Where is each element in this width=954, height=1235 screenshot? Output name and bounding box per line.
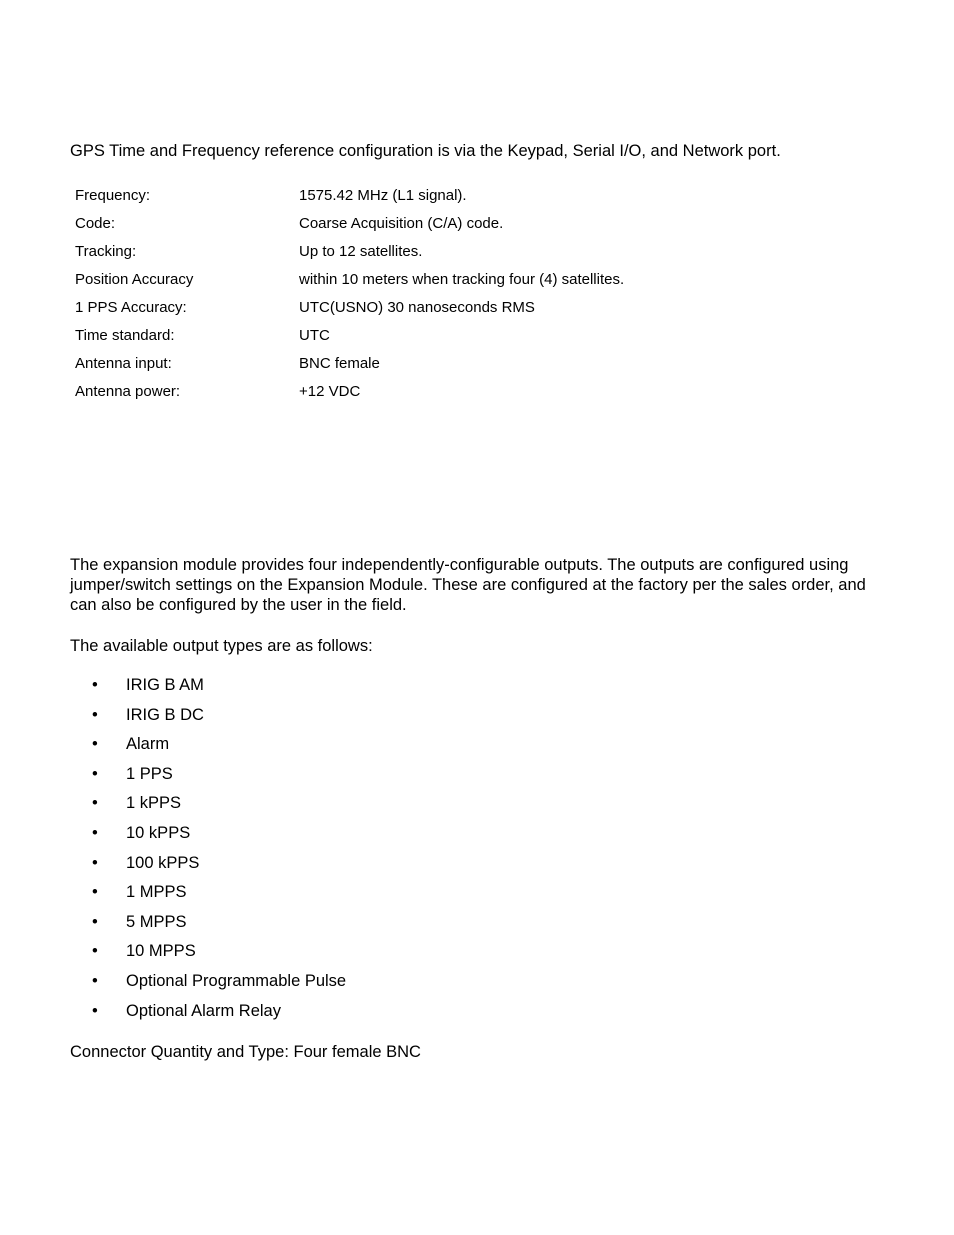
spec-label: Tracking: — [75, 242, 137, 260]
bullet-icon: • — [92, 853, 98, 872]
spec-row-position-accuracy — [75, 265, 775, 293]
bullet-icon: • — [92, 971, 98, 990]
spec-value: Coarse Acquisition (C/A) code. — [299, 214, 504, 232]
spec-value: UTC — [299, 326, 330, 344]
list-item-text: 1 MPPS — [126, 883, 187, 902]
output-types-list — [0, 671, 600, 1026]
spec-row-time-standard — [75, 321, 775, 349]
spec-value: BNC female — [299, 354, 380, 372]
gps-spec-table — [75, 181, 775, 405]
spec-label: Antenna input: — [75, 354, 172, 372]
list-item-text: Optional Programmable Pulse — [126, 971, 347, 990]
connector-paragraph: Connector Quantity and Type: Four female BNC — [70, 1043, 421, 1061]
spec-label: Code: — [75, 214, 116, 232]
list-item — [0, 878, 600, 908]
spec-row-tracking — [75, 237, 775, 265]
bullet-icon: • — [92, 676, 98, 694]
list-item — [0, 730, 600, 760]
spec-value: within 10 meters when tracking four (4) satellites. — [299, 270, 625, 288]
list-item — [0, 908, 600, 938]
list-item — [0, 967, 600, 997]
spec-label: Antenna power: — [75, 382, 181, 400]
list-item — [0, 671, 600, 701]
list-item — [0, 997, 600, 1027]
spec-value: +12 VDC — [299, 382, 361, 400]
list-item-text: 1 PPS — [126, 764, 173, 783]
bullet-icon: • — [92, 794, 98, 813]
list-item-text: 10 kPPS — [126, 823, 191, 842]
list-item — [0, 819, 600, 849]
bullet-icon: • — [92, 735, 98, 754]
spec-row-antenna-power — [75, 377, 775, 405]
available-outputs-intro: The available output types are as follows: — [70, 637, 373, 655]
list-item — [0, 849, 600, 879]
expansion-module-paragraph: The expansion module provides four independently-configurable outputs. The outputs are configured using jumper/switch settings on the Expansion Module. These are configured at the factory per the sales order, and can also be configured by the user in the field. — [70, 556, 866, 614]
spec-row-code — [75, 209, 775, 237]
list-item-text: IRIG B AM — [126, 676, 204, 694]
list-item-text: Optional Alarm Relay — [126, 1001, 281, 1020]
spec-row-frequency — [75, 181, 775, 209]
bullet-icon: • — [92, 1001, 98, 1020]
bullet-icon: • — [92, 942, 98, 961]
spec-label: Frequency: — [75, 186, 151, 204]
spec-label: Position Accuracy — [75, 270, 194, 288]
list-item-text: 10 MPPS — [126, 942, 196, 961]
bullet-icon: • — [92, 823, 98, 842]
bullet-icon: • — [92, 883, 98, 902]
list-item-text: 100 kPPS — [126, 853, 200, 872]
spec-value: 1575.42 MHz (L1 signal). — [299, 186, 467, 204]
spec-row-pps-accuracy — [75, 293, 775, 321]
list-item — [0, 789, 600, 819]
list-item-text: Alarm — [126, 735, 170, 754]
bullet-icon: • — [92, 912, 98, 931]
spec-row-antenna-input — [75, 349, 775, 377]
spec-value: Up to 12 satellites. — [299, 242, 423, 260]
list-item-text: 5 MPPS — [126, 912, 187, 931]
spec-label: Time standard: — [75, 326, 175, 344]
intro-paragraph: GPS Time and Frequency reference configuration is via the Keypad, Serial I/O, and Network port. — [70, 142, 781, 160]
list-item — [0, 760, 600, 790]
list-item-text: 1 kPPS — [126, 794, 182, 813]
spec-value: UTC(USNO) 30 nanoseconds RMS — [299, 298, 535, 316]
bullet-icon: • — [92, 705, 98, 724]
bullet-icon: • — [92, 764, 98, 783]
list-item — [0, 937, 600, 967]
list-item — [0, 701, 600, 731]
spec-label: 1 PPS Accuracy: — [75, 298, 187, 316]
list-item-text: IRIG B DC — [126, 705, 204, 724]
